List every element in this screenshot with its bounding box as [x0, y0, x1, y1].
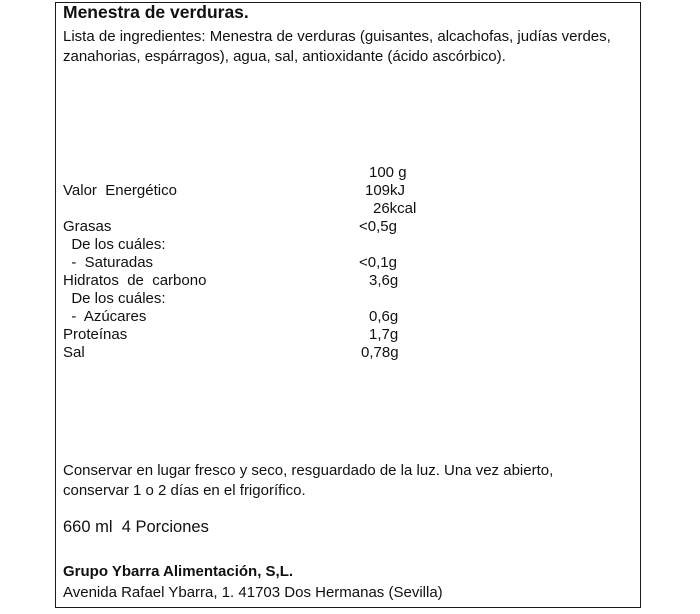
- package-info: 660 ml 4 Porciones: [63, 518, 209, 536]
- nutrition-label-carbs-of-which: De los cuáles:: [63, 290, 166, 307]
- ingredients-text: Lista de ingredientes: Menestra de verduras (guisantes, alcachofas, judías verdes, zanahorias, espárragos), agua, sal, antioxidante (ácido ascórbico).: [63, 28, 611, 65]
- nutrition-label-fat-of-which: De los cuáles:: [63, 236, 166, 253]
- nutrition-label-saturates: - Saturadas: [63, 254, 154, 271]
- nutrition-value-protein: 1,7g: [369, 326, 399, 343]
- nutrition-label-fat: Grasas: [63, 218, 112, 235]
- nutrition-value-salt: 0,78g: [361, 344, 399, 361]
- nutrition-label-energy: Valor Energético: [63, 182, 177, 199]
- storage-instructions: Conservar en lugar fresco y seco, resguardado de la luz. Una vez abierto, conservar 1 o 2 días en el frigorífico.: [63, 462, 554, 499]
- nutrition-value-energy-kj: 109kJ: [365, 182, 406, 199]
- nutrition-value-carbohydrates: 3,6g: [369, 272, 399, 289]
- nutrition-value-saturates: <0,1g: [359, 254, 397, 271]
- nutrition-label-sugars: - Azúcares: [63, 308, 147, 325]
- nutrition-label-protein: Proteínas: [63, 326, 128, 343]
- nutrition-value-fat: <0,5g: [359, 218, 397, 235]
- product-title: Menestra de verduras.: [63, 2, 249, 22]
- nutrition-header: 100 g: [369, 164, 407, 181]
- nutrition-value-sugars: 0,6g: [369, 308, 399, 325]
- company-name: Grupo Ybarra Alimentación, S,L.: [63, 563, 294, 580]
- nutrition-label-carbohydrates: Hidratos de carbono: [63, 272, 207, 289]
- nutrition-label-salt: Sal: [63, 344, 85, 361]
- nutrition-value-energy-kcal: 26kcal: [373, 200, 417, 217]
- company-address: Avenida Rafael Ybarra, 1. 41703 Dos Hermanas (Sevilla): [63, 584, 443, 601]
